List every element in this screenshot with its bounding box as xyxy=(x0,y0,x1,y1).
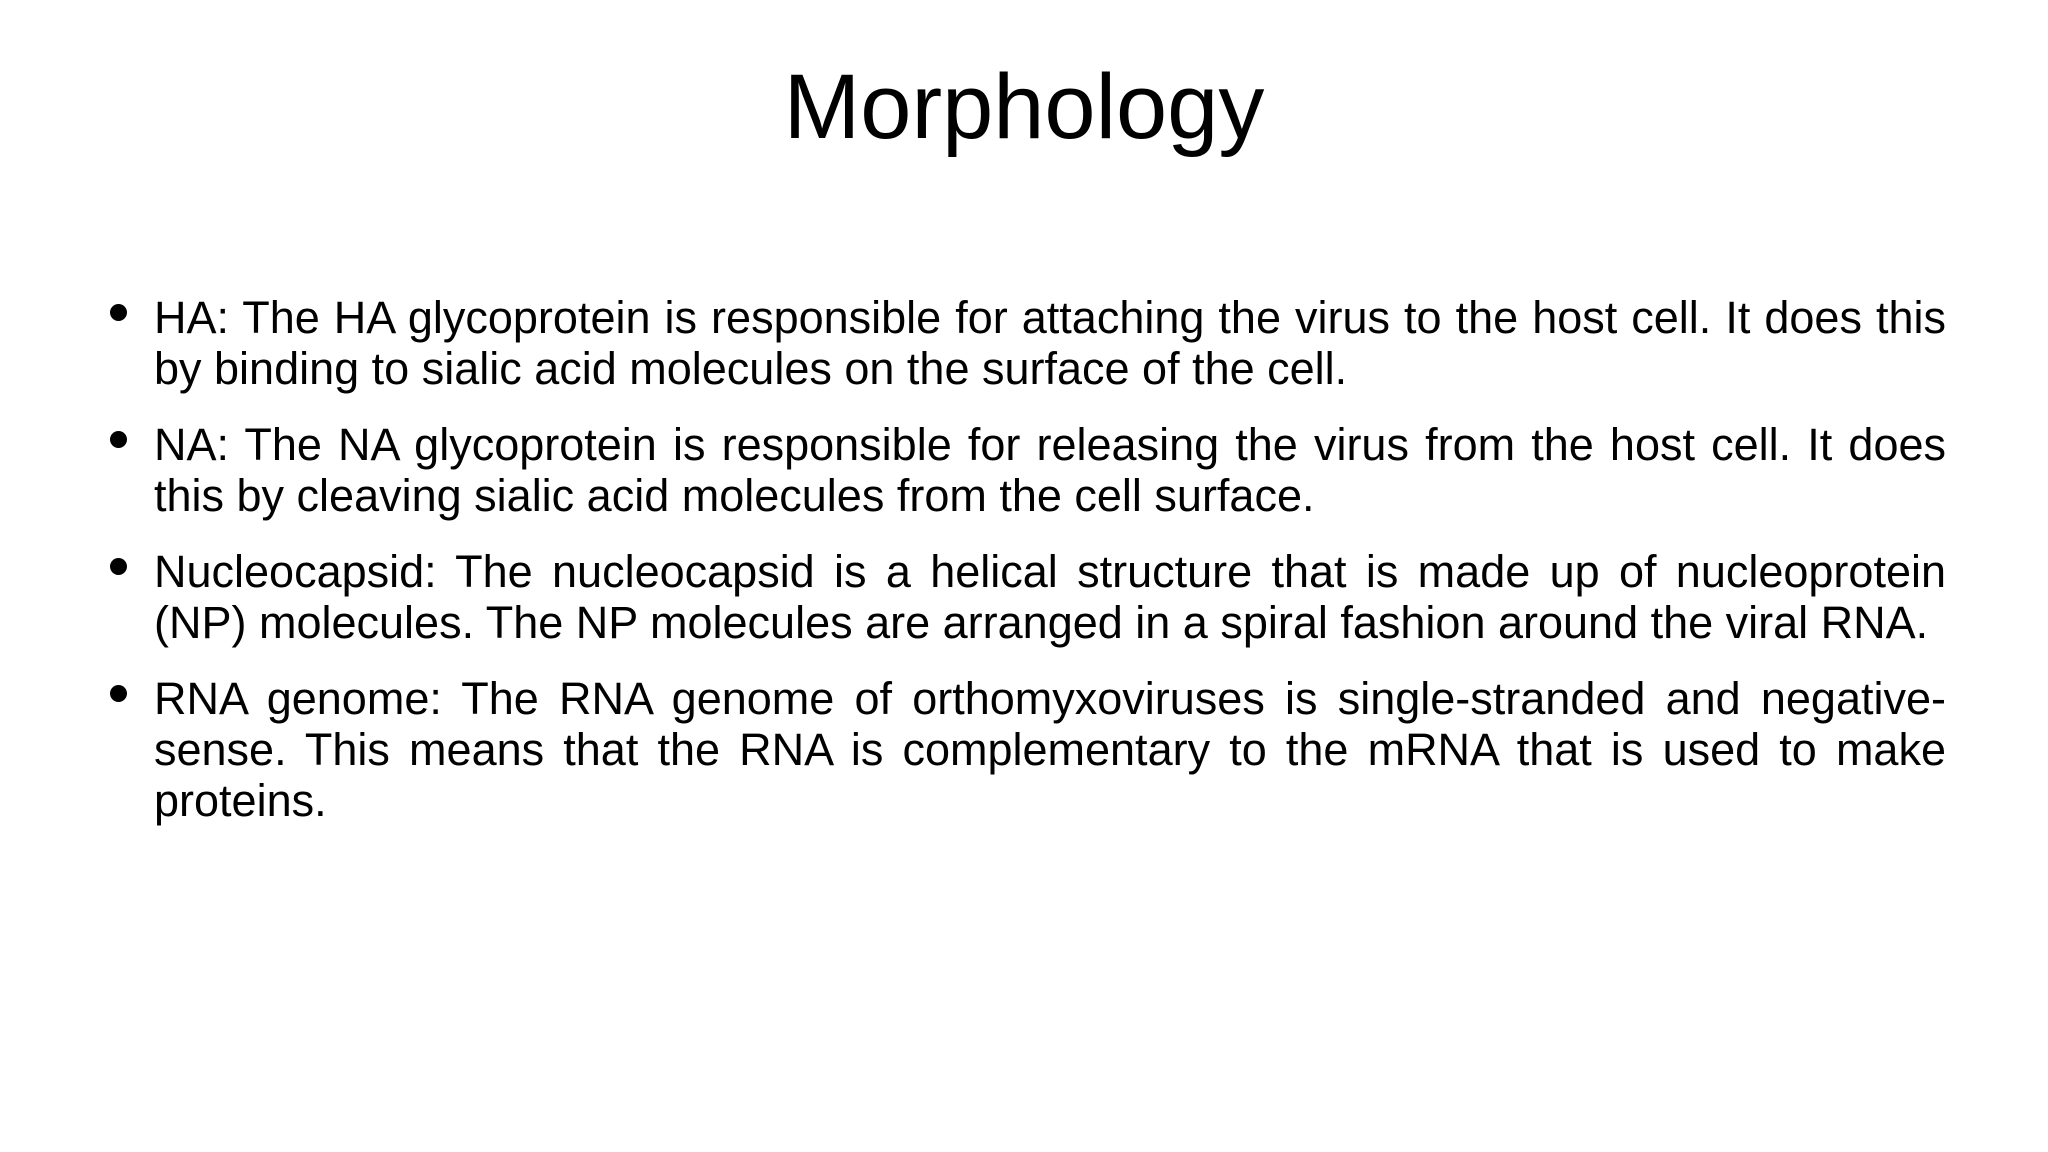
bullet-text: Nucleocapsid: The nucleocapsid is a helical structure that is made up of nucleoprotein (NP) molecules. The NP molecules are arranged in a spiral fashion around the viral RNA. xyxy=(154,546,1946,648)
bullet-text: RNA genome: The RNA genome of orthomyxoviruses is single-stranded and negative-sense. This means that the RNA is complementary to the mRNA that is used to make proteins. xyxy=(154,673,1946,826)
bullet-icon xyxy=(110,431,127,448)
bullet-text: NA: The NA glycoprotein is responsible for releasing the virus from the host cell. It does this by cleaving sialic acid molecules from the cell surface. xyxy=(154,419,1946,521)
bullet-icon xyxy=(110,685,127,702)
bullet-icon xyxy=(110,304,127,321)
bullet-item-na xyxy=(104,419,1946,521)
bullet-list xyxy=(104,292,1946,851)
bullet-item-nucleocapsid xyxy=(104,546,1946,648)
bullet-icon xyxy=(110,558,127,575)
bullet-item-rna-genome xyxy=(104,673,1946,826)
bullet-text: HA: The HA glycoprotein is responsible for attaching the virus to the host cell. It does this by binding to sialic acid molecules on the surface of the cell. xyxy=(154,292,1946,394)
slide-title: Morphology xyxy=(783,56,1265,158)
bullet-item-ha xyxy=(104,292,1946,394)
